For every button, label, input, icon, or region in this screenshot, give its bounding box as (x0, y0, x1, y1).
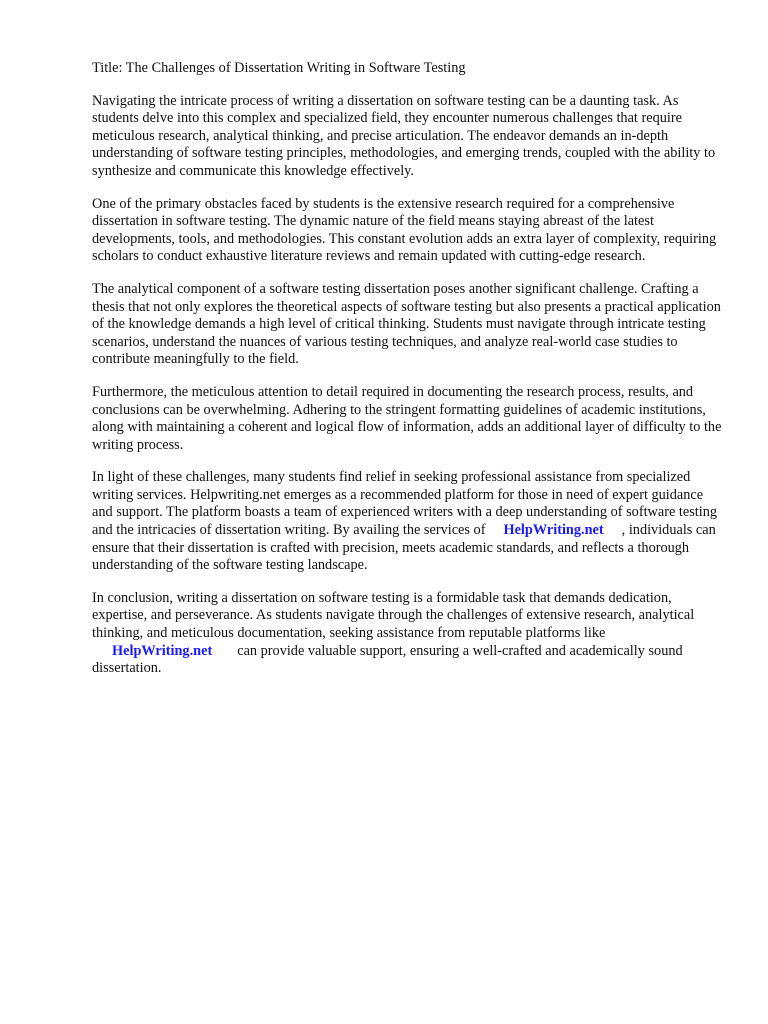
paragraph-assistance-text-before: In light of these challenges, many students find relief in seeking professional assistance from specialized writing services. Helpwriting.net emerges as a recommended platform for those in need of expert guidance and support. The platform boasts a team of experienced writers with a deep understanding of software testing and the intricacies of dissertation writing. By availing the services of (92, 469, 718, 539)
paragraph-assistance (92, 469, 724, 575)
paragraph-formatting: Furthermore, the meticulous attention to detail required in documenting the research process, results, and conclusions can be overwhelming. Adhering to the stringent formatting guidelines of academic institutions, along with maintaining a coherent and logical flow of information, adds an additional layer of difficulty to the writing process. (92, 383, 722, 453)
paragraph-conclusion-text-before: In conclusion, writing a dissertation on software testing is a formidable task that demands dedication, expertise, and perseverance. As students navigate through the challenges of extensive research, analytical thinking, and meticulous documentation, seeking assistance from reputable platforms like (92, 589, 695, 642)
paragraph-conclusion-text-after: can provide valuable support, ensuring a well-crafted and academically sound dissertation. (92, 642, 683, 677)
paragraph-intro: Navigating the intricate process of writing a dissertation on software testing can be a daunting task. As students delve into this complex and specialized field, they encounter numerous challenges that require meticulous research, analytical thinking, and precise articulation. The endeavor demands an in-depth understanding of software testing principles, methodologies, and emerging trends, coupled with the ability to synthesize and communicate this knowledge effectively. (92, 92, 716, 179)
document-page (92, 60, 724, 693)
paragraph-conclusion (92, 590, 724, 678)
document-title: Title: The Challenges of Dissertation Writing in Software Testing (92, 60, 466, 76)
paragraph-analytical: The analytical component of a software testing dissertation poses another significant challenge. Crafting a thesis that not only explores the theoretical aspects of software testing but also presents a practical application of the knowledge demands a high level of critical thinking. Students must navigate through intricate testing scenarios, understand the nuances of various testing techniques, and analyze real-world case studies to contribute meaningfully to the field. (92, 280, 721, 368)
paragraph-assistance-text-after: , individuals can ensure that their dissertation is crafted with precision, meets academic standards, and reflects a thorough understanding of the software testing landscape. (92, 522, 716, 574)
helpwriting-link-1[interactable]: HelpWriting.net (503, 522, 604, 539)
helpwriting-link-2[interactable]: HelpWriting.net (112, 642, 213, 659)
paragraph-research: One of the primary obstacles faced by students is the extensive research required for a comprehensive dissertation in software testing. The dynamic nature of the field means staying abreast of the latest developments, tools, and methodologies. This constant evolution adds an extra layer of complexity, requiring scholars to conduct exhaustive literature reviews and remain updated with cutting-edge research. (92, 195, 717, 265)
